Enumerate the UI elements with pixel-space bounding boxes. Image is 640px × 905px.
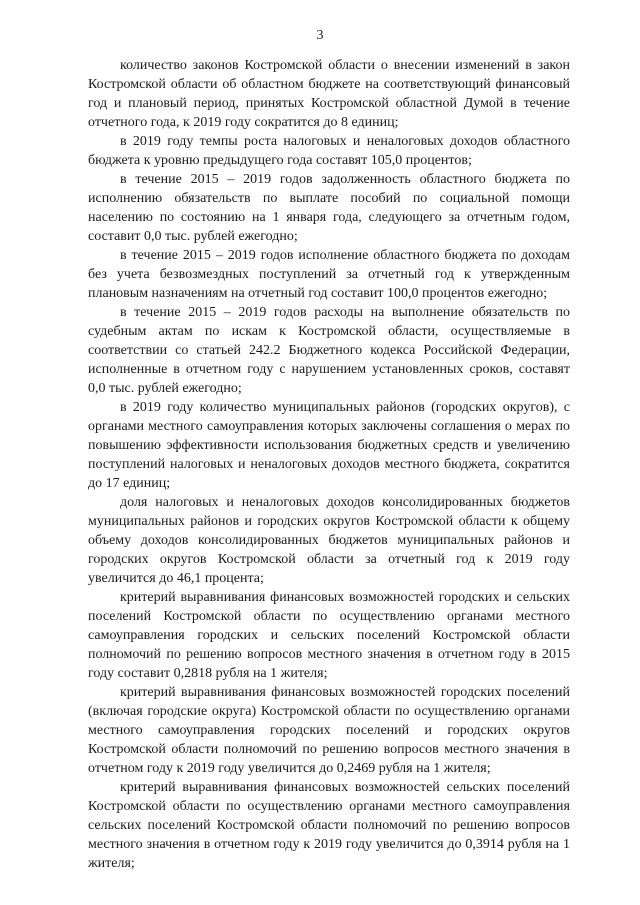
paragraph-8: критерий выравнивания финансовых возможностей городских и сельских поселений Костромской области по осуществлению органами местного самоуправления городских и сельских поселений Костромской области полномочий по решению вопросов местного значения в отчетном году в 2015 году составит 0,2818 рубля на 1 жителя; [88,590,570,681]
paragraph-3: в течение 2015 – 2019 годов задолженность областного бюджета по исполнению обязательств по выплате пособий по социальной помощи населению по состоянию на 1 января года, следующего за отчетным годом, составит 0,0 тыс. рублей ежегодно; [88,172,570,244]
paragraph-1: количество законов Костромской области о внесении изменений в закон Костромской области об областном бюджете на соответствующий финансовый год и плановый период, принятых Костромской областной Думой в течение отчетного года, к 2019 году сократится до 8 единиц; [88,58,570,130]
paragraph-2: в 2019 году темпы роста налоговых и неналоговых доходов областного бюджета к уровню предыдущего года составят 105,0 процентов; [88,134,570,168]
paragraph-4: в течение 2015 – 2019 годов исполнение областного бюджета по доходам без учета безвозмездных поступлений за отчетный год к утвержденным плановым назначениям на отчетный год составит 100,0 процентов ежегодно; [88,248,570,301]
page-number: 3 [316,28,324,43]
paragraph-6: в 2019 году количество муниципальных районов (городских округов), с органами местного самоуправления которых заключены соглашения о мерах по повышению эффективности использования бюджетных средств и увеличению поступлений налоговых и неналоговых доходов местного бюджета, сократится до 17 единиц; [88,400,570,491]
paragraph-10: критерий выравнивания финансовых возможностей сельских поселений Костромской области по осуществлению органами местного самоуправления сельских поселений Костромской области полномочий по решению вопросов местного значения в отчетном году к 2019 году увеличится до 0,3914 рубля на 1 жителя; [88,780,570,871]
paragraph-9: критерий выравнивания финансовых возможностей городских поселений (включая городские округа) Костромской области по осуществлению органами местного самоуправления городских поселений и городских округов Костромской области полномочий по решению вопросов местного значения в отчетном году к 2019 году увеличится до 0,2469 рубля на 1 жителя; [88,685,570,776]
paragraph-5: в течение 2015 – 2019 годов расходы на выполнение обязательств по судебным актам по искам к Костромской области, осуществляемые в соответствии со статьей 242.2 Бюджетного кодекса Российской Федерации, исполненные в отчетном году с нарушением установленных сроков, составят 0,0 тыс. рублей ежегодно; [88,305,570,396]
document-body [88,56,570,873]
paragraph-7: доля налоговых и неналоговых доходов консолидированных бюджетов муниципальных районов и городских округов Костромской области к общему объему доходов консолидированных бюджетов муниципальных районов и городских округов Костромской области за отчетный год к 2019 году увеличится до 46,1 процента; [88,495,570,586]
